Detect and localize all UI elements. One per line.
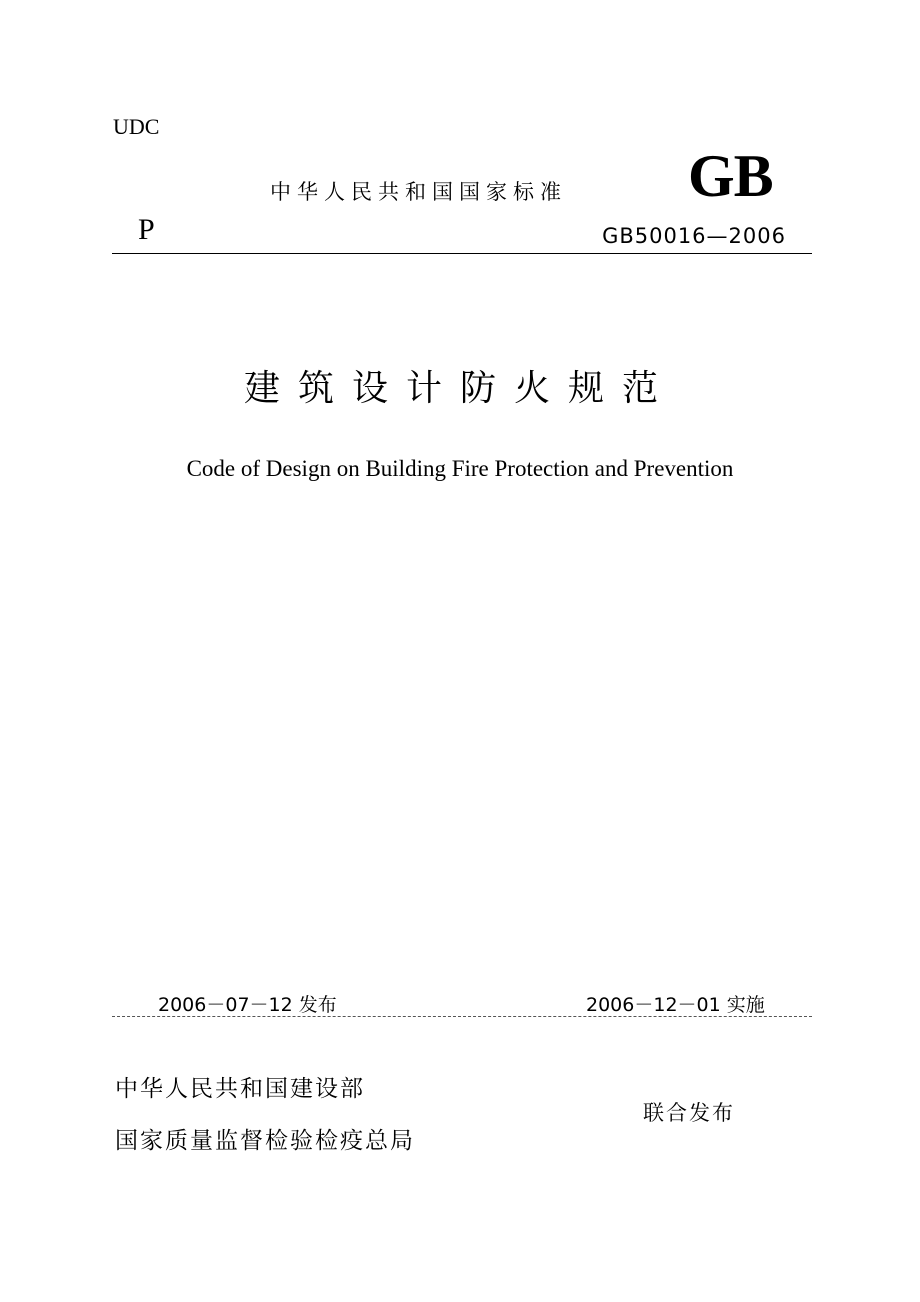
standard-number: GB50016—2006: [602, 224, 786, 248]
standard-type-title: 中华人民共和国国家标准: [270, 180, 567, 204]
classification-code: P: [138, 213, 155, 246]
issuer-quality-supervision-bureau: 国家质量监督检验检疫总局: [115, 1128, 415, 1154]
document-title-english: Code of Design on Building Fire Protection and Prevention: [186, 456, 734, 481]
header-divider: [112, 253, 812, 254]
issue-date: 2006－07－12 发布: [158, 994, 337, 1016]
joint-issue-label: 联合发布: [643, 1101, 735, 1125]
gb-logo: GB: [688, 143, 773, 209]
document-title-chinese: 建筑设计防火规范: [243, 368, 676, 409]
footer-divider: [112, 1016, 812, 1017]
udc-label: UDC: [113, 114, 160, 139]
implementation-date: 2006－12－01 实施: [586, 994, 765, 1016]
issuer-ministry-of-construction: 中华人民共和国建设部: [115, 1076, 365, 1102]
